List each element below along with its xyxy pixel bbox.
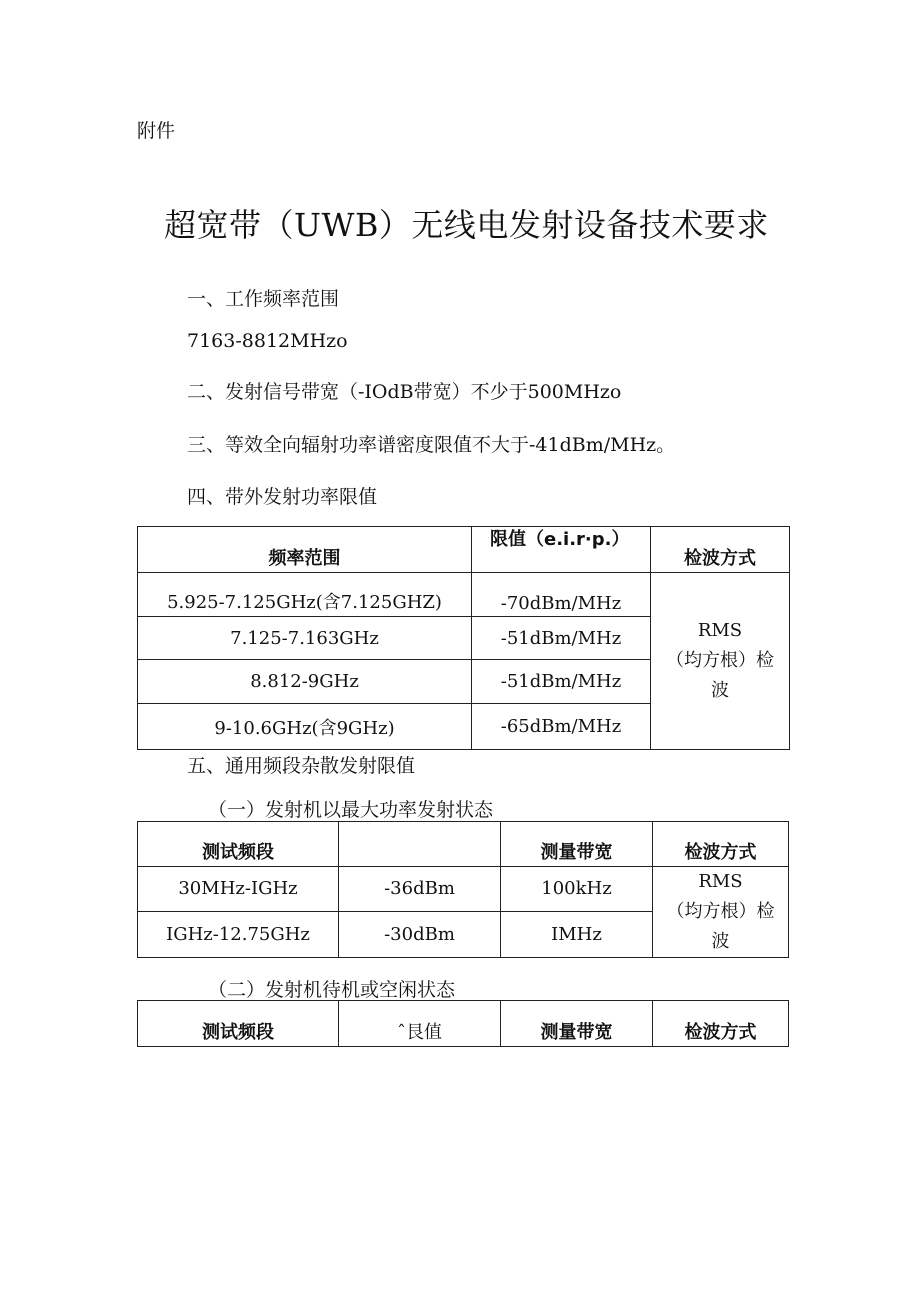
table-cell-bandwidth: 100kHz [501,867,653,912]
spurious-emission-table-standby [137,1000,789,1047]
detection-method-cell [653,867,789,958]
header-test-band: 测试频段 [138,1001,339,1047]
table-cell-limit: -65dBm/MHz [472,704,651,750]
header-frequency-range: 频率范围 [138,527,472,573]
header-detection-method: 检波方式 [653,822,789,867]
table-cell-frequency: 7.125-7.163GHz [138,617,472,660]
header-detection-method: 检波方式 [653,1001,789,1047]
detection-method-cell [651,573,790,750]
table-cell-frequency: 8.812-9GHz [138,660,472,704]
header-measurement-bandwidth: 测量带宽 [501,822,653,867]
header-limit-eirp: 限值（e.i.r·p.） [472,527,651,573]
detection-rms-desc-end: 波 [711,931,730,952]
header-detection-method: 检波方式 [651,527,790,573]
document-title: 超宽带（UWB）无线电发射设备技术要求 [164,206,769,244]
header-limit [339,822,501,867]
section-1-heading: 一、工作频率范围 [187,288,340,310]
attachment-label: 附件 [137,120,176,142]
section-3-eirp-limit: 三、等效全向辐射功率谱密度限值不大于-41dBm/MHz。 [187,434,676,456]
detection-rms-desc: （均方根）检 [666,650,774,671]
section-5-subheading-2: （二）发射机待机或空闲状态 [208,979,456,1001]
detection-rms: RMS [698,871,743,892]
spurious-emission-table-max-power [137,821,789,958]
detection-rms-desc-end: 波 [711,680,729,701]
section-4-heading: 四、带外发射功率限值 [187,486,378,508]
table-cell-limit: -51dBm/MHz [472,617,651,660]
out-of-band-limit-table [137,526,790,750]
detection-rms: RMS [697,620,743,641]
section-2-bandwidth: 二、发射信号带宽（-IOdB带宽）不少于500MHzo [187,381,622,403]
table-cell-limit: -36dBm [339,867,501,912]
header-limit: ˆ艮值 [339,1001,501,1047]
section-5-heading: 五、通用频段杂散发射限值 [187,755,416,777]
table-cell-test-band: 30MHz-IGHz [138,867,339,912]
header-measurement-bandwidth: 测量带宽 [501,1001,653,1047]
table-cell-limit: -51dBm/MHz [472,660,651,704]
table-cell-bandwidth: IMHz [501,911,653,957]
table-cell-limit: -70dBm/MHz [472,573,651,617]
table-cell-limit: -30dBm [339,911,501,957]
table-cell-frequency: 5.925-7.125GHz(含7.125GHZ) [138,573,472,617]
header-test-band: 测试频段 [138,822,339,867]
section-5-subheading-1: （一）发射机以最大功率发射状态 [208,799,494,821]
section-1-frequency-range: 7163-8812MHzo [187,330,348,352]
table-cell-frequency: 9-10.6GHz(含9GHz) [138,704,472,750]
detection-rms-desc: （均方根）检 [666,901,775,922]
table-cell-test-band: IGHz-12.75GHz [138,911,339,957]
